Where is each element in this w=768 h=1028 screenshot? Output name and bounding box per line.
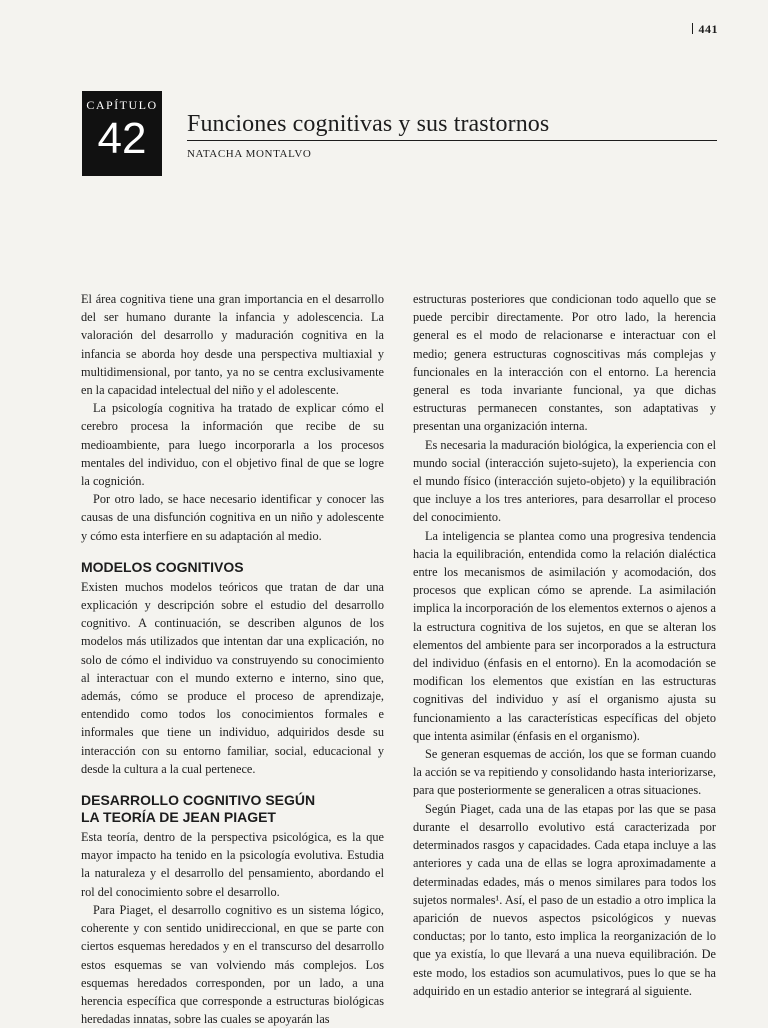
paragraph: Se generan esquemas de acción, los que se forman cuando la acción se va repitiendo y consolidando hasta interiorizarse, para que posteriormente se generalicen a otras situaciones. [413,747,716,798]
paragraph: estructuras posteriores que condicionan todo aquello que se puede percibir directamente. Por otro lado, la herencia general es el modo de relacionarse e interactuar con el medio; genera estructuras cognoscitivas más complejas y funcionales en la interacción con el entorno. La herencia general es toda invariante funcional, ya que dichas estructuras permanecen constantes, son adaptativas y presentan una organización interna. [413,292,716,434]
section-heading [81,792,384,826]
chapter-badge [82,91,162,176]
chapter-title: Funciones cognitivas y sus trastornos [187,111,550,137]
chapter-label: CAPÍTULO [86,98,158,112]
paragraph: Por otro lado, se hace necesario identificar y conocer las causas de una disfunción cognitiva en un niño y adolescente y cómo esta interfiere en su adaptación al medio. [81,492,384,543]
title-divider [187,140,717,141]
heading-line: DESARROLLO COGNITIVO SEGÚN [81,792,316,809]
heading-line: LA TEORÍA DE JEAN PIAGET [81,809,276,826]
paragraph: El área cognitiva tiene una gran importancia en el desarrollo del ser humano durante la infancia y adolescencia. La valoración del desarrollo y maduración cognitiva en la infancia se aborda hoy desde una perspectiva multiaxial y multidimensional, por tanto, ya no se centra exclusivamente en la capacidad intelectual del niño y el adolescente. [81,292,384,398]
page-number-text: 441 [698,22,718,36]
paragraph: Esta teoría, dentro de la perspectiva psicológica, es la que mayor impacto ha tenido en la psicología evolutiva. Estudia la naturaleza y el desarrollo del pensamiento, abordando el rol del conocimiento sobre el desarrollo. [81,830,384,899]
page-number-divider [692,23,693,34]
right-column [413,290,716,1000]
paragraph: La inteligencia se plantea como una progresiva tendencia hacia la equilibración, entendida como la relación dialéctica entre los mecanismos de asimilación y acomodación, dos procesos que explican cómo se aprende. La asimilación implica la incorporación de los elementos externos o ajenos a la estructura cognitiva de los sujetos, en que se alteran los elementos del ambiente para ser incorporados a la estructura del individuo (énfasis en el entorno). En la acomodación se modifican los elementos que existían en las estructuras cognitivas del individuo y así el organismo ajusta su funcionamiento a las características específicas del objeto que intenta asimilar (énfasis en el organismo). [413,528,716,743]
page-number [692,22,719,37]
paragraph: Existen muchos modelos teóricos que tratan de dar una explicación y descripción sobre el estudio del desarrollo cognitivo. A continuación, se describen algunos de los modelos más utilizados que intentan dar una explicación, no solo de cómo el individuo va construyendo su conocimiento al interactuar con el mundo externo e interno, sino que, además, cómo se produce el proceso de aprendizaje, entendido como todos los conocimientos formales e informales que tiene un individuo, adquiridos desde su interacción con su entorno familiar, social, educacional y desde la cultura a la cual pertenece. [81,579,384,776]
section-heading: MODELOS COGNITIVOS [81,558,244,575]
chapter-author: NATACHA MONTALVO [187,148,312,160]
paragraph: La psicología cognitiva ha tratado de explicar cómo el cerebro procesa la información que recibe de su medioambiente, para luego incorporarla a los procesos mentales del individuo, con el objetivo final de que se logre la cognición. [81,401,384,489]
left-column [81,290,384,1028]
paragraph: Para Piaget, el desarrollo cognitivo es un sistema lógico, coherente y con sentido unidireccional, en que se parte con ciertos esquemas heredados y en el transcurso del desarrollo estos esquemas se van volviendo más complejos. Los esquemas heredados corresponden, por un lado, a una herencia específica que corresponde a estructuras biológicas heredadas innatas, sobre las cuales se apoyarán las [81,902,384,1027]
paragraph: Es necesaria la maduración biológica, la experiencia con el mundo social (interacción sujeto-sujeto), la experiencia con el mundo físico (interacción sujeto-objeto) y la equilibración que incluye a los tres anteriores, para desarrollar el proceso del conocimiento. [413,437,716,525]
chapter-number: 42 [97,114,147,163]
paragraph: Según Piaget, cada una de las etapas por las que se pasa durante el desarrollo evolutivo está caracterizada por determinados rasgos y capacidades. Cada etapa incluye a las anteriores y cada una de ellas se logra aproximadamente a determinadas edades, más o menos similares para todos los sujetos normales¹. Así, el paso de un estadio a otro implica la aparición de nuevos aspectos psicológicos y nuevas conductas; por lo tanto, esto implica la reorganización de lo que ya existía, lo que llevará a una nueva equilibración. De este modo, los estadios son acumulativos, pues lo que se ha adquirido en un estadio anterior se integrará al siguiente. [413,801,716,998]
